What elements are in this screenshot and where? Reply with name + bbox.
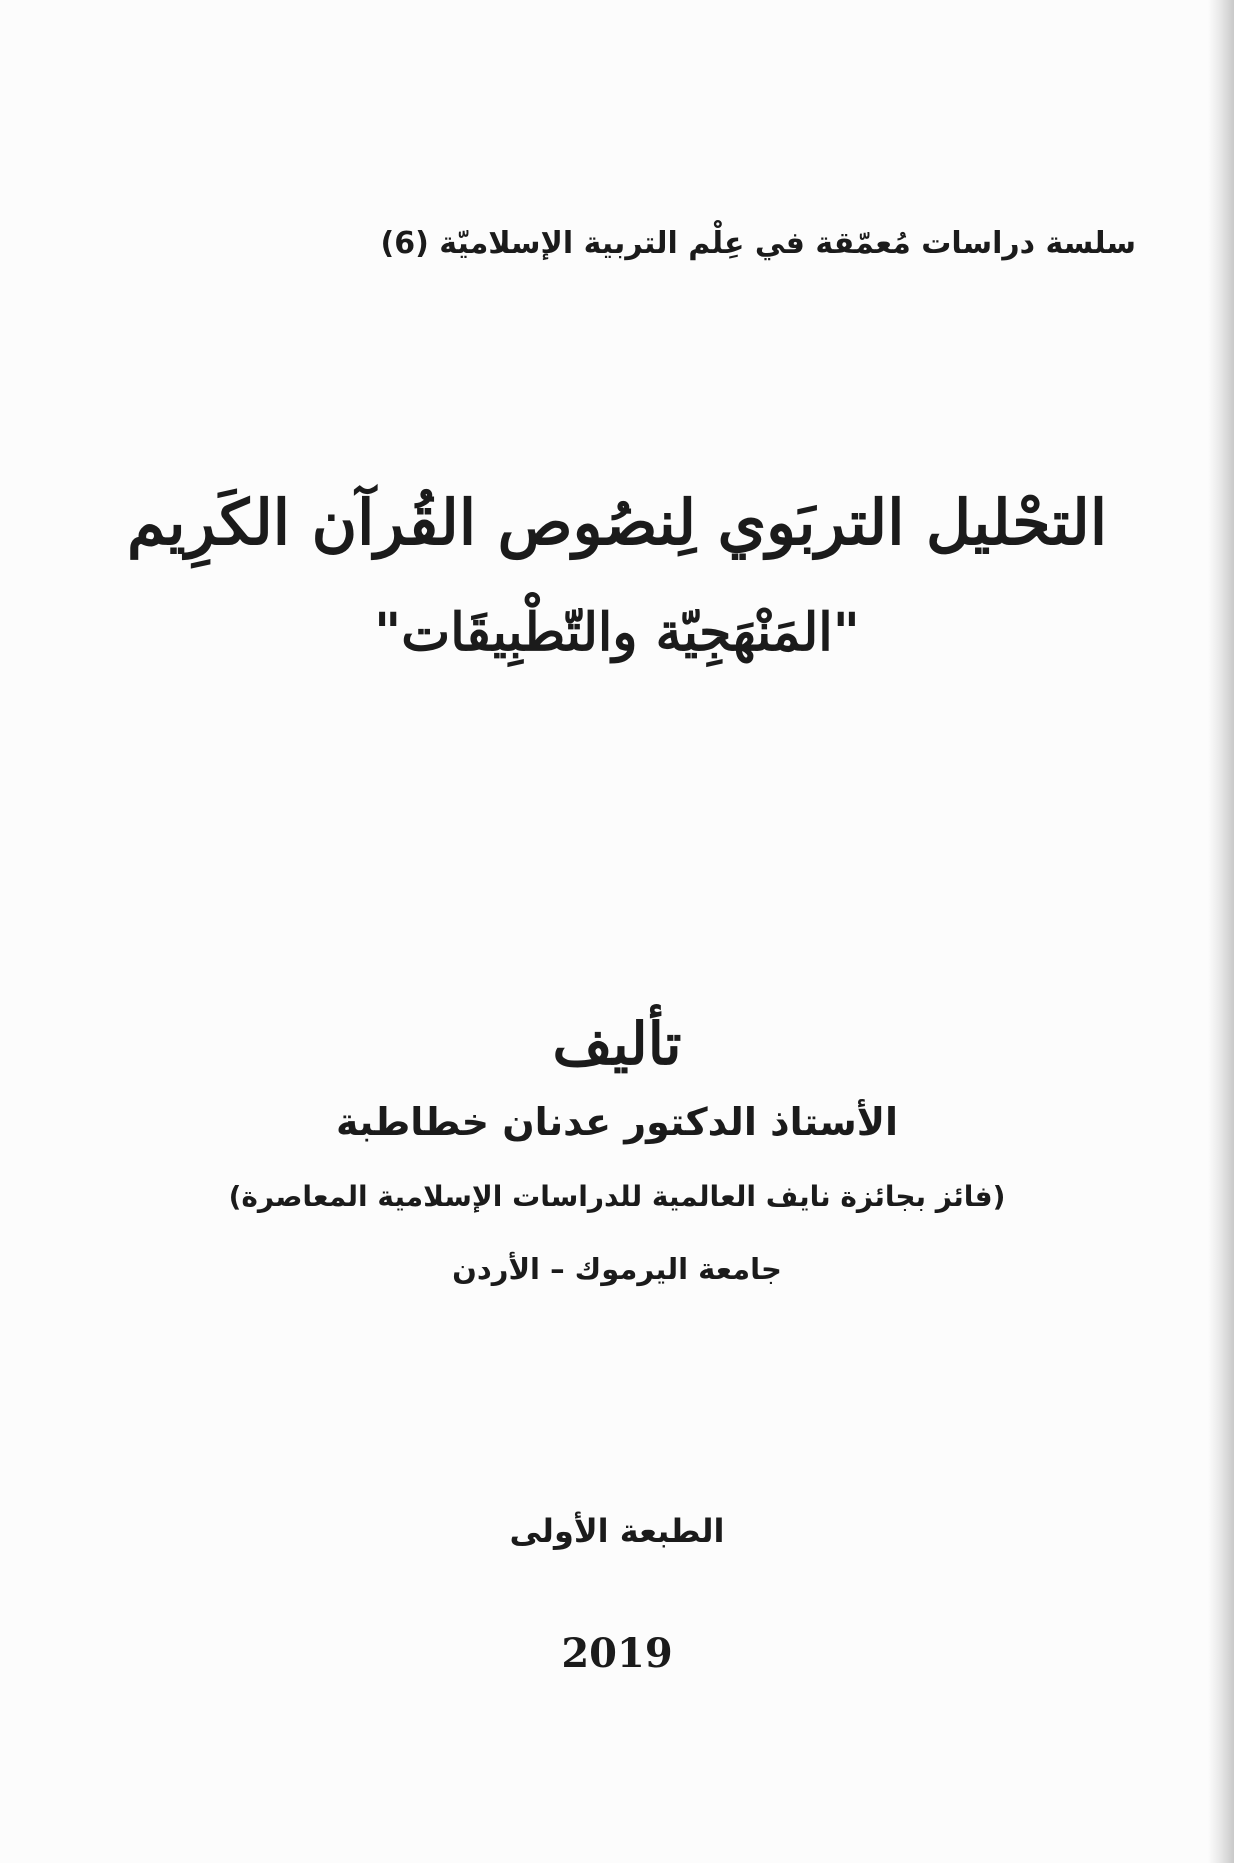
book-title: التحْليل التربَوي لِنصُوص القُرآن الكَرِيم <box>126 486 1108 559</box>
edition-label: الطبعة الأولى <box>509 1512 725 1550</box>
publication-year: 2019 <box>561 1630 673 1677</box>
book-subtitle: "المَنْهَجِيّة والتّطْبِيقَات" <box>374 602 860 663</box>
author-affiliation: جامعة اليرموك – الأردن <box>452 1252 782 1286</box>
author-award: (فائز بجائزة نايف العالمية للدراسات الإسلامية المعاصرة) <box>228 1180 1006 1213</box>
byline-label: تأليف <box>552 1010 682 1078</box>
author-name: الأستاذ الدكتور عدنان خطاطبة <box>335 1100 899 1144</box>
page-edge-shadow <box>1208 0 1234 1863</box>
series-title: سلسة دراسات مُعمّقة في عِلْم التربية الإسلاميّة (6) <box>380 226 1136 261</box>
